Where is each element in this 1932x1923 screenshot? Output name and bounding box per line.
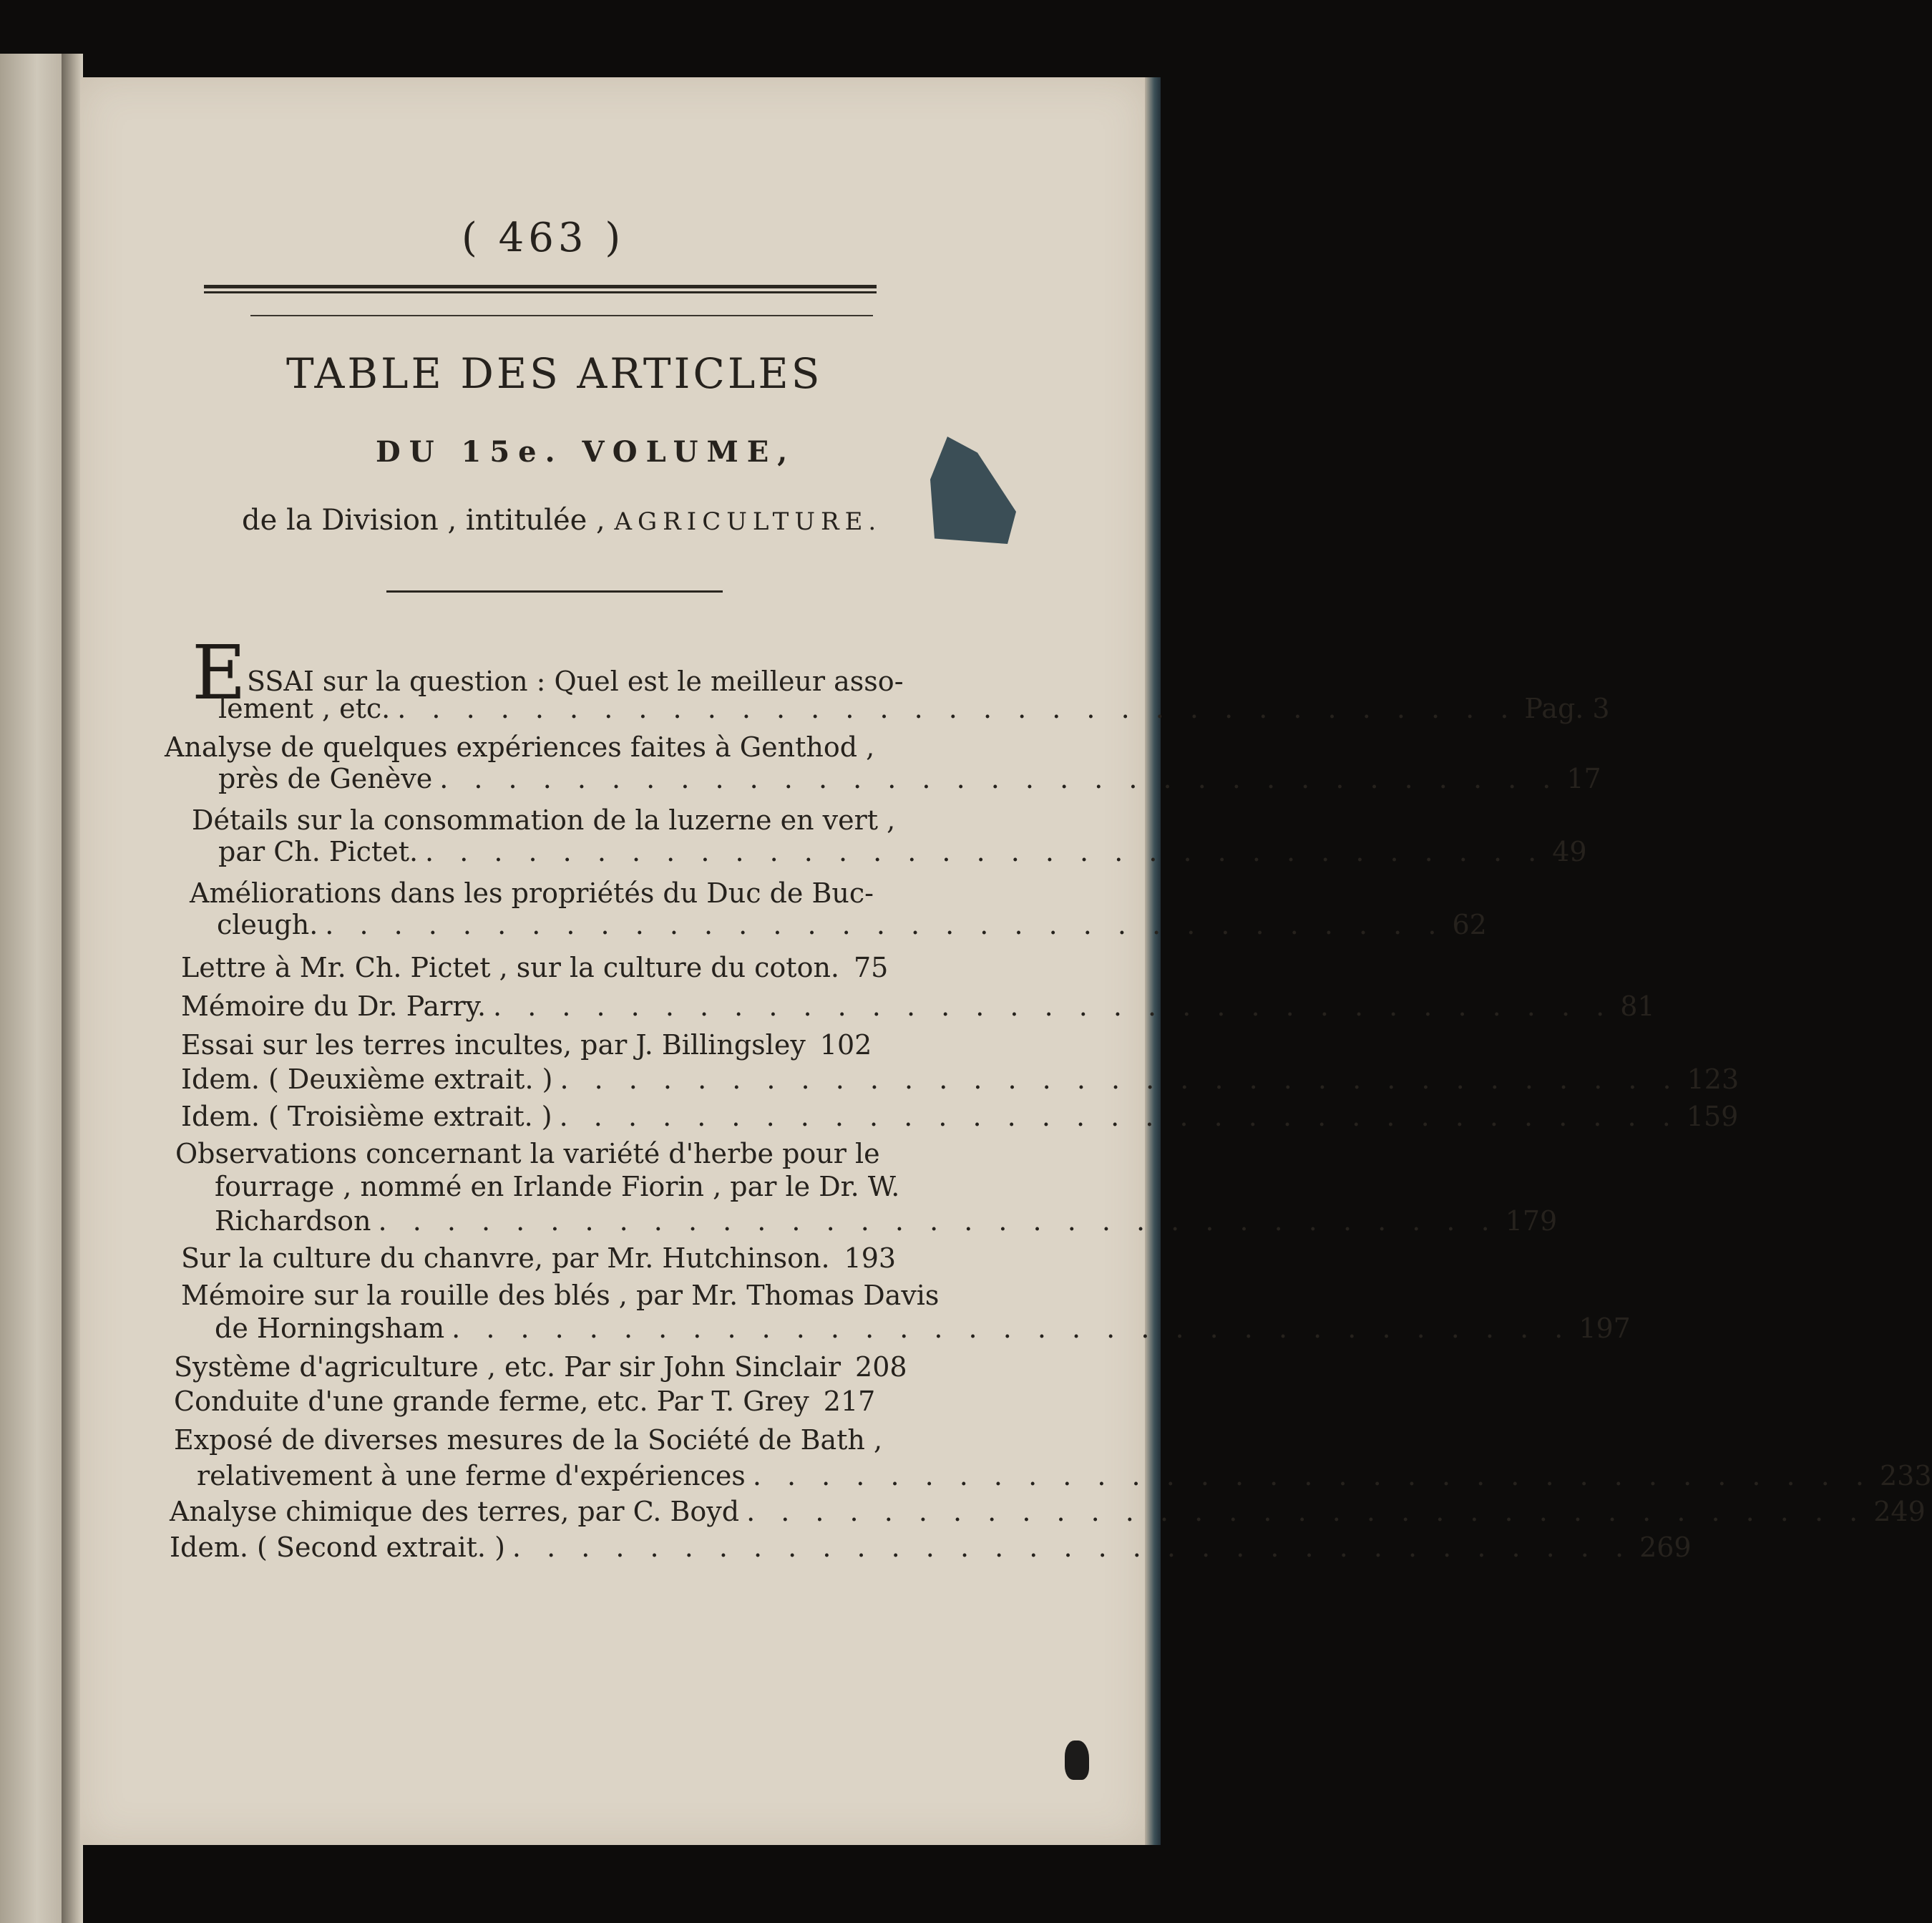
toc-entry-page: 249: [1873, 1496, 1926, 1527]
page-number: ( 463 ): [462, 215, 625, 261]
toc-entry-title: Conduite d'une grande ferme, etc. Par T. Grey: [174, 1386, 809, 1417]
toc-entry-title: Richardson: [215, 1205, 371, 1237]
toc-entry-page: 208: [855, 1351, 907, 1383]
dot-leader: . . . . . . . . . . . . . . . . . . . . . . . . . . . . . . . . .: [397, 693, 1518, 724]
drop-cap-letter: E: [192, 629, 246, 716]
toc-entry-title: Sur la culture du chanvre, par Mr. Hutchinson.: [181, 1242, 830, 1274]
toc-entry-title: Détails sur la consommation de la luzerne en vert ,: [192, 804, 896, 836]
dot-leader: . . . . . . . . . . . . . . . . . . . . . . . . . . . . . . . . .: [439, 763, 1560, 794]
dot-leader: . . . . . . . . . . . . . . . . . . . . . . . . . . . . . . . . .: [752, 1460, 1873, 1491]
toc-entry-title: Lettre à Mr. Ch. Pictet , sur la culture du coton.: [181, 952, 839, 983]
toc-entry-page: Pag. 3: [1524, 693, 1610, 724]
dot-leader: . . . . . . . . . . . . . . . . . . . . . . . . . . . . . . . . .: [560, 1063, 1680, 1095]
toc-entry-title: Mémoire du Dr. Parry.: [181, 990, 487, 1022]
toc-entry: [181, 952, 889, 995]
toc-entry-title: Mémoire sur la rouille des blés , par Mr. Thomas Davis: [181, 1280, 940, 1311]
toc-entry-page: 75: [854, 952, 889, 983]
toc-entry-title: Idem. ( Troisième extrait. ): [181, 1101, 552, 1132]
toc-entry: [170, 1532, 1692, 1574]
toc-entry-title: Améliorations dans les propriétés du Duc de Buc-: [190, 877, 874, 909]
page-title: TABLE DES ARTICLES: [286, 349, 823, 398]
toc-entry-title: par Ch. Pictet.: [218, 836, 419, 867]
toc-entry-page: 49: [1552, 836, 1587, 867]
dot-leader: . . . . . . . . . . . . . . . . . . . . . . . . . . . . . . . . .: [746, 1496, 1867, 1527]
toc-entry-page: 179: [1505, 1205, 1558, 1237]
toc-entry-title: Système d'agriculture , etc. Par sir John Sinclair: [174, 1351, 841, 1383]
volume-subtitle: DU 15e. VOLUME,: [376, 435, 796, 469]
toc-entry-title: près de Genève: [218, 763, 433, 794]
thin-rule: [250, 315, 873, 316]
toc-entry-page: 159: [1686, 1101, 1739, 1132]
toc-entry: [181, 1063, 1740, 1106]
toc-entry-page: 233: [1879, 1460, 1932, 1491]
toc-entry-title: Analyse chimique des terres, par C. Boyd: [170, 1496, 740, 1527]
toc-entry-title: Exposé de diverses mesures de la Société de Bath ,: [174, 1424, 883, 1456]
toc-entry-title: lement , etc.: [218, 693, 391, 724]
toc-entry-title: relativement à une ferme d'expériences: [197, 1460, 746, 1491]
toc-entry-page: 197: [1579, 1313, 1631, 1344]
dot-leader: . . . . . . . . . . . . . . . . . . . . . . . . . . . . . . . . .: [378, 1205, 1498, 1237]
division-line: [242, 504, 882, 537]
toc-entry-title: Essai sur les terres incultes, par J. Billingsley: [181, 1029, 806, 1061]
section-divider: [386, 590, 723, 593]
toc-entry: [218, 693, 1610, 736]
toc-entry-title: cleugh.: [217, 909, 318, 940]
toc-entry-page: 17: [1566, 763, 1601, 794]
dot-leader: . . . . . . . . . . . . . . . . . . . . . . . . . . . . . . . . .: [452, 1313, 1572, 1344]
toc-entry: [215, 1205, 1558, 1248]
toc-entry-page: 193: [844, 1242, 897, 1274]
toc-entry: [215, 1313, 1631, 1355]
toc-entry: [217, 909, 1487, 952]
toc-entry: [218, 763, 1601, 806]
facing-page-edge: [0, 54, 62, 1923]
toc-entry-title: Idem. ( Second extrait. ): [170, 1532, 505, 1563]
toc-entry-page: 123: [1687, 1063, 1740, 1095]
page-fore-edge: [1145, 77, 1161, 1845]
toc-entry-page: 81: [1620, 990, 1655, 1022]
toc-entry-page: 62: [1452, 909, 1487, 940]
division-name: AGRICULTURE.: [614, 507, 882, 536]
toc-entry-page: 102: [819, 1029, 872, 1061]
toc-entry: [174, 1386, 876, 1428]
toc-entry-title: Idem. ( Deuxième extrait. ): [181, 1063, 553, 1095]
double-rule: [204, 285, 877, 293]
dot-leader: . . . . . . . . . . . . . . . . . . . . . . . . . . . . . . . . .: [493, 990, 1614, 1022]
division-prefix: de la Division , intitulée ,: [242, 504, 605, 537]
dot-leader: . . . . . . . . . . . . . . . . . . . . . . . . . . . . . . . . .: [325, 909, 1445, 940]
toc-entry: [218, 836, 1587, 879]
toc-entry-page: 269: [1639, 1532, 1692, 1563]
toc-entry-title: fourrage , nommé en Irlande Fiorin , par le Dr. W.: [215, 1171, 900, 1202]
dot-leader: . . . . . . . . . . . . . . . . . . . . . . . . . . . . . . . . .: [512, 1532, 1633, 1563]
toc-entry: [181, 990, 1655, 1033]
toc-entry-title: Analyse de quelques expériences faites à Genthod ,: [165, 731, 875, 763]
toc-entry: [181, 1101, 1739, 1144]
toc-entry-page: 217: [823, 1386, 876, 1417]
toc-entry-title: Observations concernant la variété d'herbe pour le: [175, 1138, 880, 1169]
toc-entry-title: de Horningsham: [215, 1313, 445, 1344]
dot-leader: . . . . . . . . . . . . . . . . . . . . . . . . . . . . . . . . .: [425, 836, 1546, 867]
ink-blot: [1065, 1741, 1089, 1780]
toc-entry-title: SSAI sur la question : Quel est le meilleur asso-: [247, 666, 904, 697]
dot-leader: . . . . . . . . . . . . . . . . . . . . . . . . . . . . . . . . .: [559, 1101, 1679, 1132]
toc-entry: [181, 1242, 897, 1285]
